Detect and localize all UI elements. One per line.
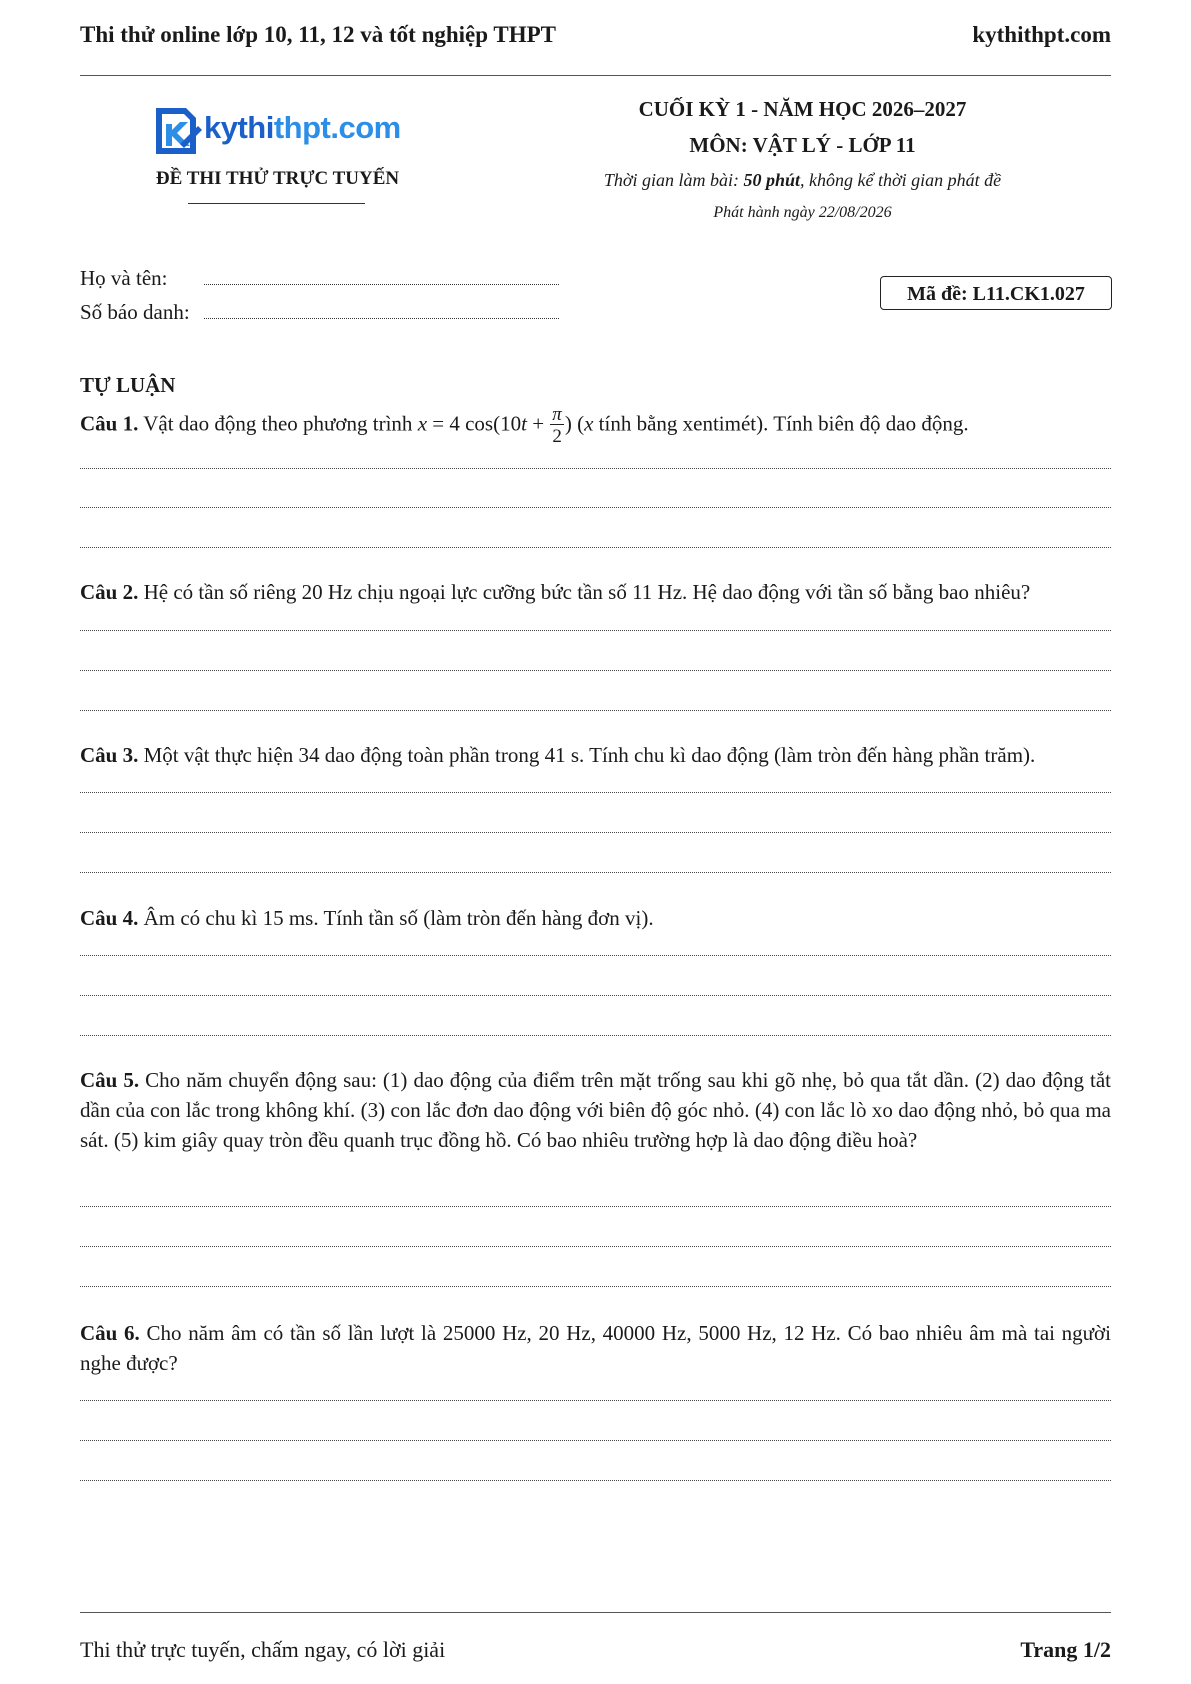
header-left-title: Thi thử online lớp 10, 11, 12 và tốt nghiệp THPT xyxy=(80,22,556,47)
exam-subject: MÔN: VẬT LÝ - LỚP 11 xyxy=(689,133,916,157)
question-4: Câu 4. Âm có chu kì 15 ms. Tính tần số (làm tròn đến hàng đơn vị). xyxy=(80,906,654,930)
subtitle-underline xyxy=(188,203,365,204)
answer-line[interactable] xyxy=(80,872,1111,873)
question-1: Câu 1. Vật dao động theo phương trình x = 4 cos(10t + $\frac{\pi}{2}$ ) (x tính bằng xentimét). Tính biên độ dao động. xyxy=(80,404,969,447)
answer-line[interactable] xyxy=(80,1400,1111,1401)
section-heading: TỰ LUẬN xyxy=(80,373,176,397)
answer-line[interactable] xyxy=(80,670,1111,671)
answer-line[interactable] xyxy=(80,995,1111,996)
name-field[interactable] xyxy=(80,266,559,291)
header-site-name: kythithpt.com xyxy=(972,22,1111,47)
answer-line[interactable] xyxy=(80,1440,1111,1441)
logo-wordmark: kythithpt.com xyxy=(204,110,401,145)
question-2: Câu 2. Hệ có tần số riêng 20 Hz chịu ngoại lực cưỡng bức tần số 11 Hz. Hệ dao động với tần số bằng bao nhiêu? xyxy=(80,580,1031,604)
release-date: Phát hành ngày 22/08/2026 xyxy=(713,204,892,221)
question-5: Câu 5. Cho năm chuyển động sau: (1) dao động của điểm trên mặt trống sau khi gõ nhẹ, bỏ qua tắt dần. (2) dao động tắt dần của con lắc trong không khí. (3) con lắc đơn dao động với biên độ góc nhỏ. (4) con lắc lò xo dao động nhỏ, bỏ qua ma sát. (5) kim giây quay tròn đều quanh trục đồng hồ. Có bao nhiêu trường hợp là dao động điều hoà? xyxy=(80,1068,1111,1152)
pi-over-2-fraction: $\frac{\pi}{2}$ xyxy=(552,404,562,447)
answer-line[interactable] xyxy=(80,832,1111,833)
exam-title: CUỐI KỲ 1 - NĂM HỌC 2026–2027 xyxy=(638,97,967,121)
student-id-label: Số báo danh: xyxy=(80,300,190,324)
name-label: Họ và tên: xyxy=(80,266,168,290)
answer-line[interactable] xyxy=(80,547,1111,548)
footer-divider xyxy=(80,1612,1111,1613)
answer-line[interactable] xyxy=(80,1035,1111,1036)
answer-line[interactable] xyxy=(80,1246,1111,1247)
answer-line[interactable] xyxy=(80,955,1111,956)
answer-line[interactable] xyxy=(80,1286,1111,1287)
answer-line[interactable] xyxy=(80,792,1111,793)
answer-line[interactable] xyxy=(80,507,1111,508)
student-id-field[interactable] xyxy=(80,300,559,325)
answer-line[interactable] xyxy=(80,710,1111,711)
answer-line[interactable] xyxy=(80,1480,1111,1481)
question-3: Câu 3. Một vật thực hiện 34 dao động toàn phần trong 41 s. Tính chu kì dao động (làm tròn đến hàng phần trăm). xyxy=(80,743,1036,767)
exam-duration: Thời gian làm bài: 50 phút, không kể thời gian phát đề xyxy=(603,170,1002,190)
footer-tagline: Thi thử trực tuyến, chấm ngay, có lời giải xyxy=(80,1637,446,1662)
exam-code-badge: Mã đề: L11.CK1.027 xyxy=(880,276,1112,310)
exam-type-subtitle: ĐỀ THI THỬ TRỰC TUYẾN xyxy=(155,168,400,189)
answer-line[interactable] xyxy=(80,630,1111,631)
answer-line[interactable] xyxy=(80,1206,1111,1207)
answer-line[interactable] xyxy=(80,468,1111,469)
page-number: Trang 1/2 xyxy=(1020,1637,1111,1662)
logo-icon xyxy=(150,104,202,160)
student-id-blank[interactable] xyxy=(204,317,559,319)
name-blank[interactable] xyxy=(204,283,559,285)
question-6: Câu 6. Cho năm âm có tần số lần lượt là 25000 Hz, 20 Hz, 40000 Hz, 5000 Hz, 12 Hz. Có bao nhiêu âm mà tai người nghe được? xyxy=(80,1321,1112,1375)
header-divider xyxy=(80,75,1111,76)
site-logo xyxy=(150,100,410,160)
